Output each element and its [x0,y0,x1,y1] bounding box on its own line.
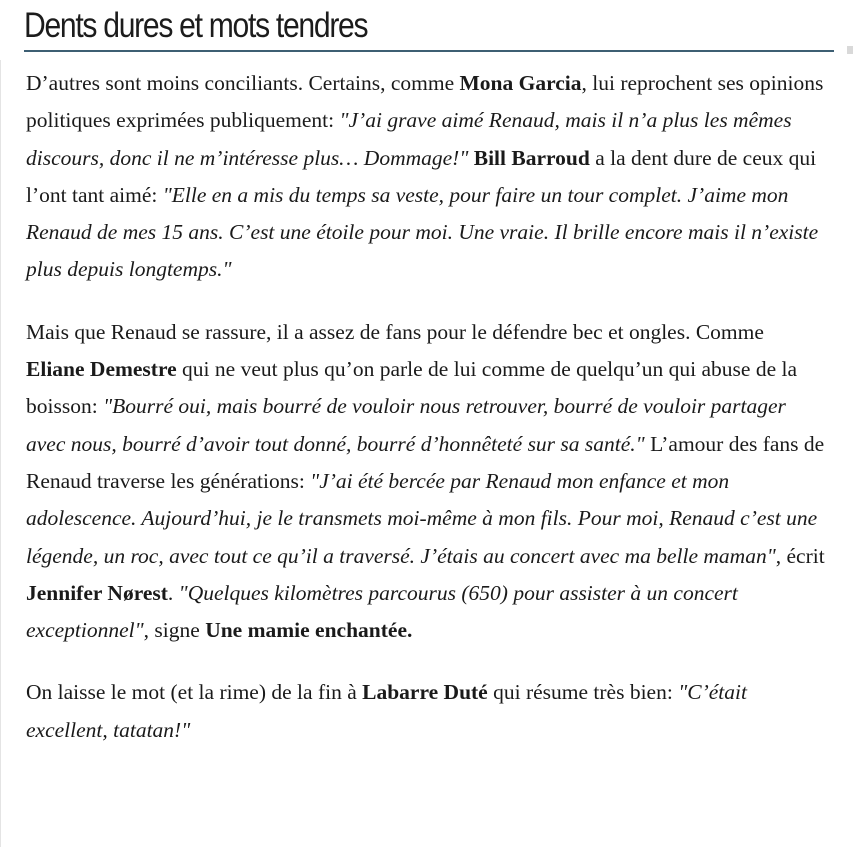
quote: "Quelques kilomètres parcourus (650) pour assister à un concert exceptionnel" [26,580,738,643]
text: qui ne veut plus qu’on parle de lui comme de quelqu’un qui abuse de la boisson: [26,357,798,419]
person-name: Jennifer Nørest [26,580,168,605]
paragraph-3 [26,674,826,749]
text: Mais que Renaud se rassure, il a assez de fans pour le défendre bec et ongles. Comme [26,319,764,344]
quote: "C’était excellent, tatatan!" [26,680,747,742]
text: D’autres sont moins conciliants. Certains, comme [26,71,460,95]
heading-divider [24,50,834,52]
text: L’amour des fans de Renaud traverse les générations: [26,431,825,493]
person-name: Bill Barroud [473,145,590,170]
content-left-border [0,60,1,847]
paragraph-2 [26,314,826,650]
quote: "J’ai grave aimé Renaud, mais il n’a plus les mêmes discours, donc il ne m’intéresse plus… Dommage!" [26,108,792,170]
text: . [167,580,179,605]
section-heading: Dents dures et mots tendres [24,6,368,45]
quote: "Bourré oui, mais bourré de vouloir nous retrouver, bourré de vouloir partager avec nous, bourré d’avoir tout donné, bourré d’honnêteté sur sa santé." [26,394,786,456]
text: , signe [143,618,206,643]
text: a la dent dure de ceux qui l’ont tant aimé: [26,145,817,207]
paragraph-1 [26,65,826,289]
person-name: Labarre Duté [362,680,488,705]
person-name: Une mamie enchantée. [205,618,413,643]
quote: "J’ai été bercée par Renaud mon enfance et mon adolescence. Aujourd’hui, je le transmets moi-même à mon fils. Pour moi, Renaud c’est une légende, un roc, avec tout ce qu’il a traversé. J’étais au concert avec ma belle maman" [26,468,818,568]
text: qui résume très bien: [487,680,679,705]
scrollbar-thumb[interactable] [847,46,853,54]
person-name: Eliane Demestre [26,357,177,382]
text: , lui reprochent ses opinions politiques exprimées publiquement: [26,71,824,133]
text: , écrit [775,543,825,568]
text: On laisse le mot (et la rime) de la fin à [26,680,363,705]
person-name: Mona Garcia [459,71,582,95]
quote: "Elle en a mis du temps sa veste, pour faire un tour complet. J’aime mon Renaud de mes 15 ans. C’est une étoile pour moi. Une vraie. Il brille encore mais il n’existe plus depuis longtemps." [26,182,819,282]
article-body [26,65,826,774]
